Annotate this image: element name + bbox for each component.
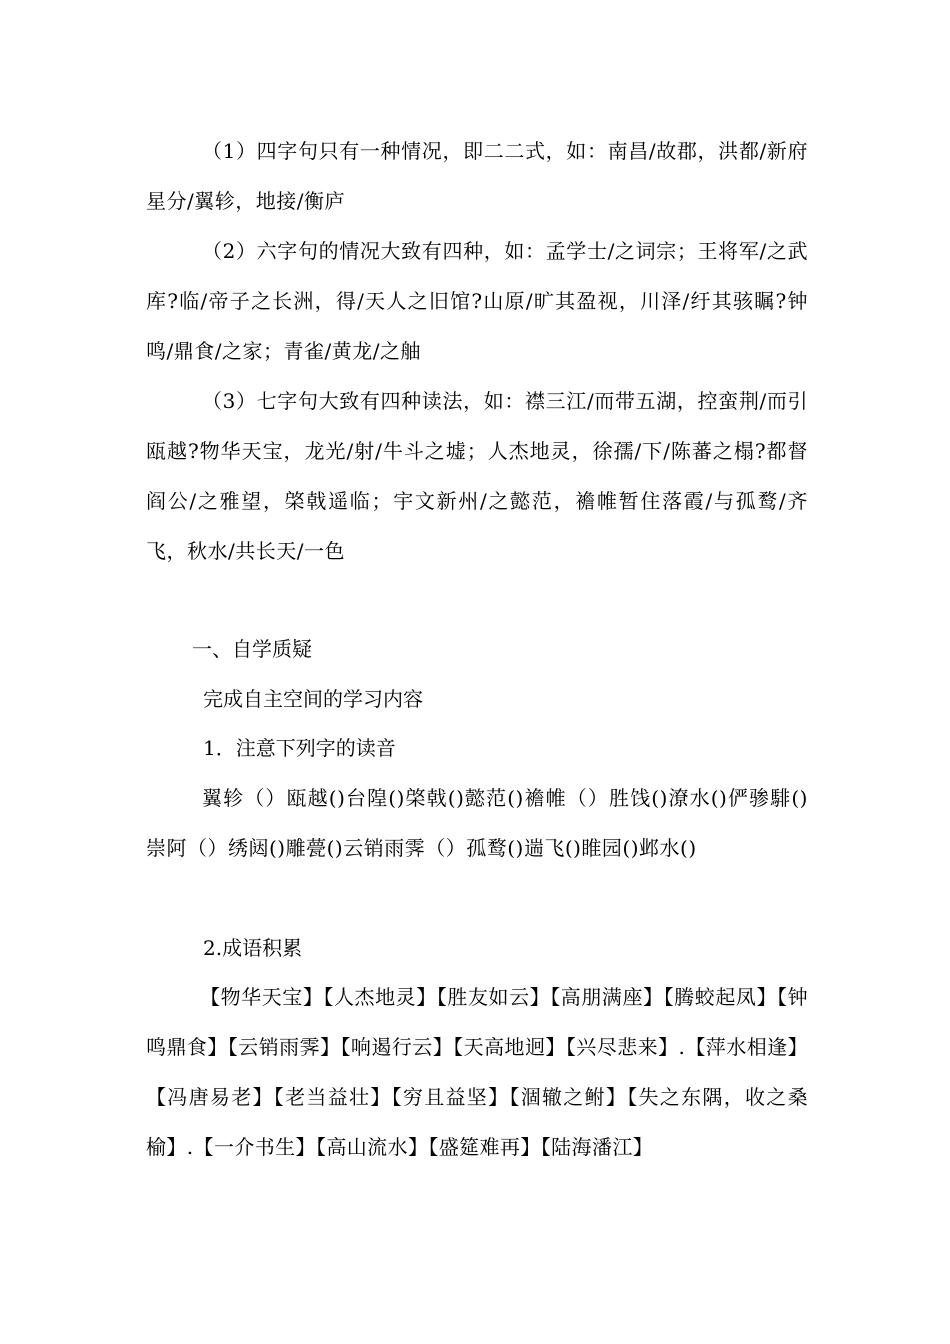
reading-method-seven-char: （3）七字句大致有四种读法，如：襟三江/而带五湖，控蛮荆/而引瓯越?物华天宝，龙光/射/牛斗之墟；人杰地灵，徐孺/下/陈蕃之榻?都督阎公/之雅望，棨戟遥临；宇文新州/之懿范，襜帷暂住落霞/与孤鹜/齐飞，秋水/共长天/一色 [146, 389, 808, 563]
pronunciation-title: 1．注意下列字的读音 [203, 736, 396, 760]
idiom-list: 【物华天宝】【人杰地灵】【胜友如云】【高朋满座】【腾蛟起凤】【钟鸣鼎食】【云销雨霁】【响遏行云】【天高地迥】【兴尽悲来】.【萍水相逢】【冯唐易老】【老当益壮】【穷且益坚】【涸辙之鲋】【失之东隅，收之桑榆】.【一介书生】【高山流水】【盛筵难再】【陆海潘江】 [146, 985, 808, 1159]
idiom-title: 2.成语积累 [203, 936, 303, 960]
pronunciation-list: 翼轸（）瓯越()台隍()棨戟()懿范()襜帷（）胜饯()潦水()俨骖騑()崇阿（）绣闼()雕甍()云销雨霁（）孤鹜()遄飞()睢园()邺水() [146, 786, 808, 860]
section-heading: 一、自学质疑 [192, 637, 312, 661]
reading-method-four-char: （1）四字句只有一种情况，即二二式，如：南昌/故郡，洪都/新府星分/翼轸，地接/衡庐 [146, 139, 808, 213]
section-intro: 完成自主空间的学习内容 [203, 687, 423, 711]
reading-method-six-char: （2）六字句的情况大致有四种，如：孟学士/之词宗；王将军/之武库?临/帝子之长洲，得/天人之旧馆?山原/旷其盈视，川泽/纡其骇瞩?钟鸣/鼎食/之家；青雀/黄龙/之舳 [146, 239, 808, 363]
